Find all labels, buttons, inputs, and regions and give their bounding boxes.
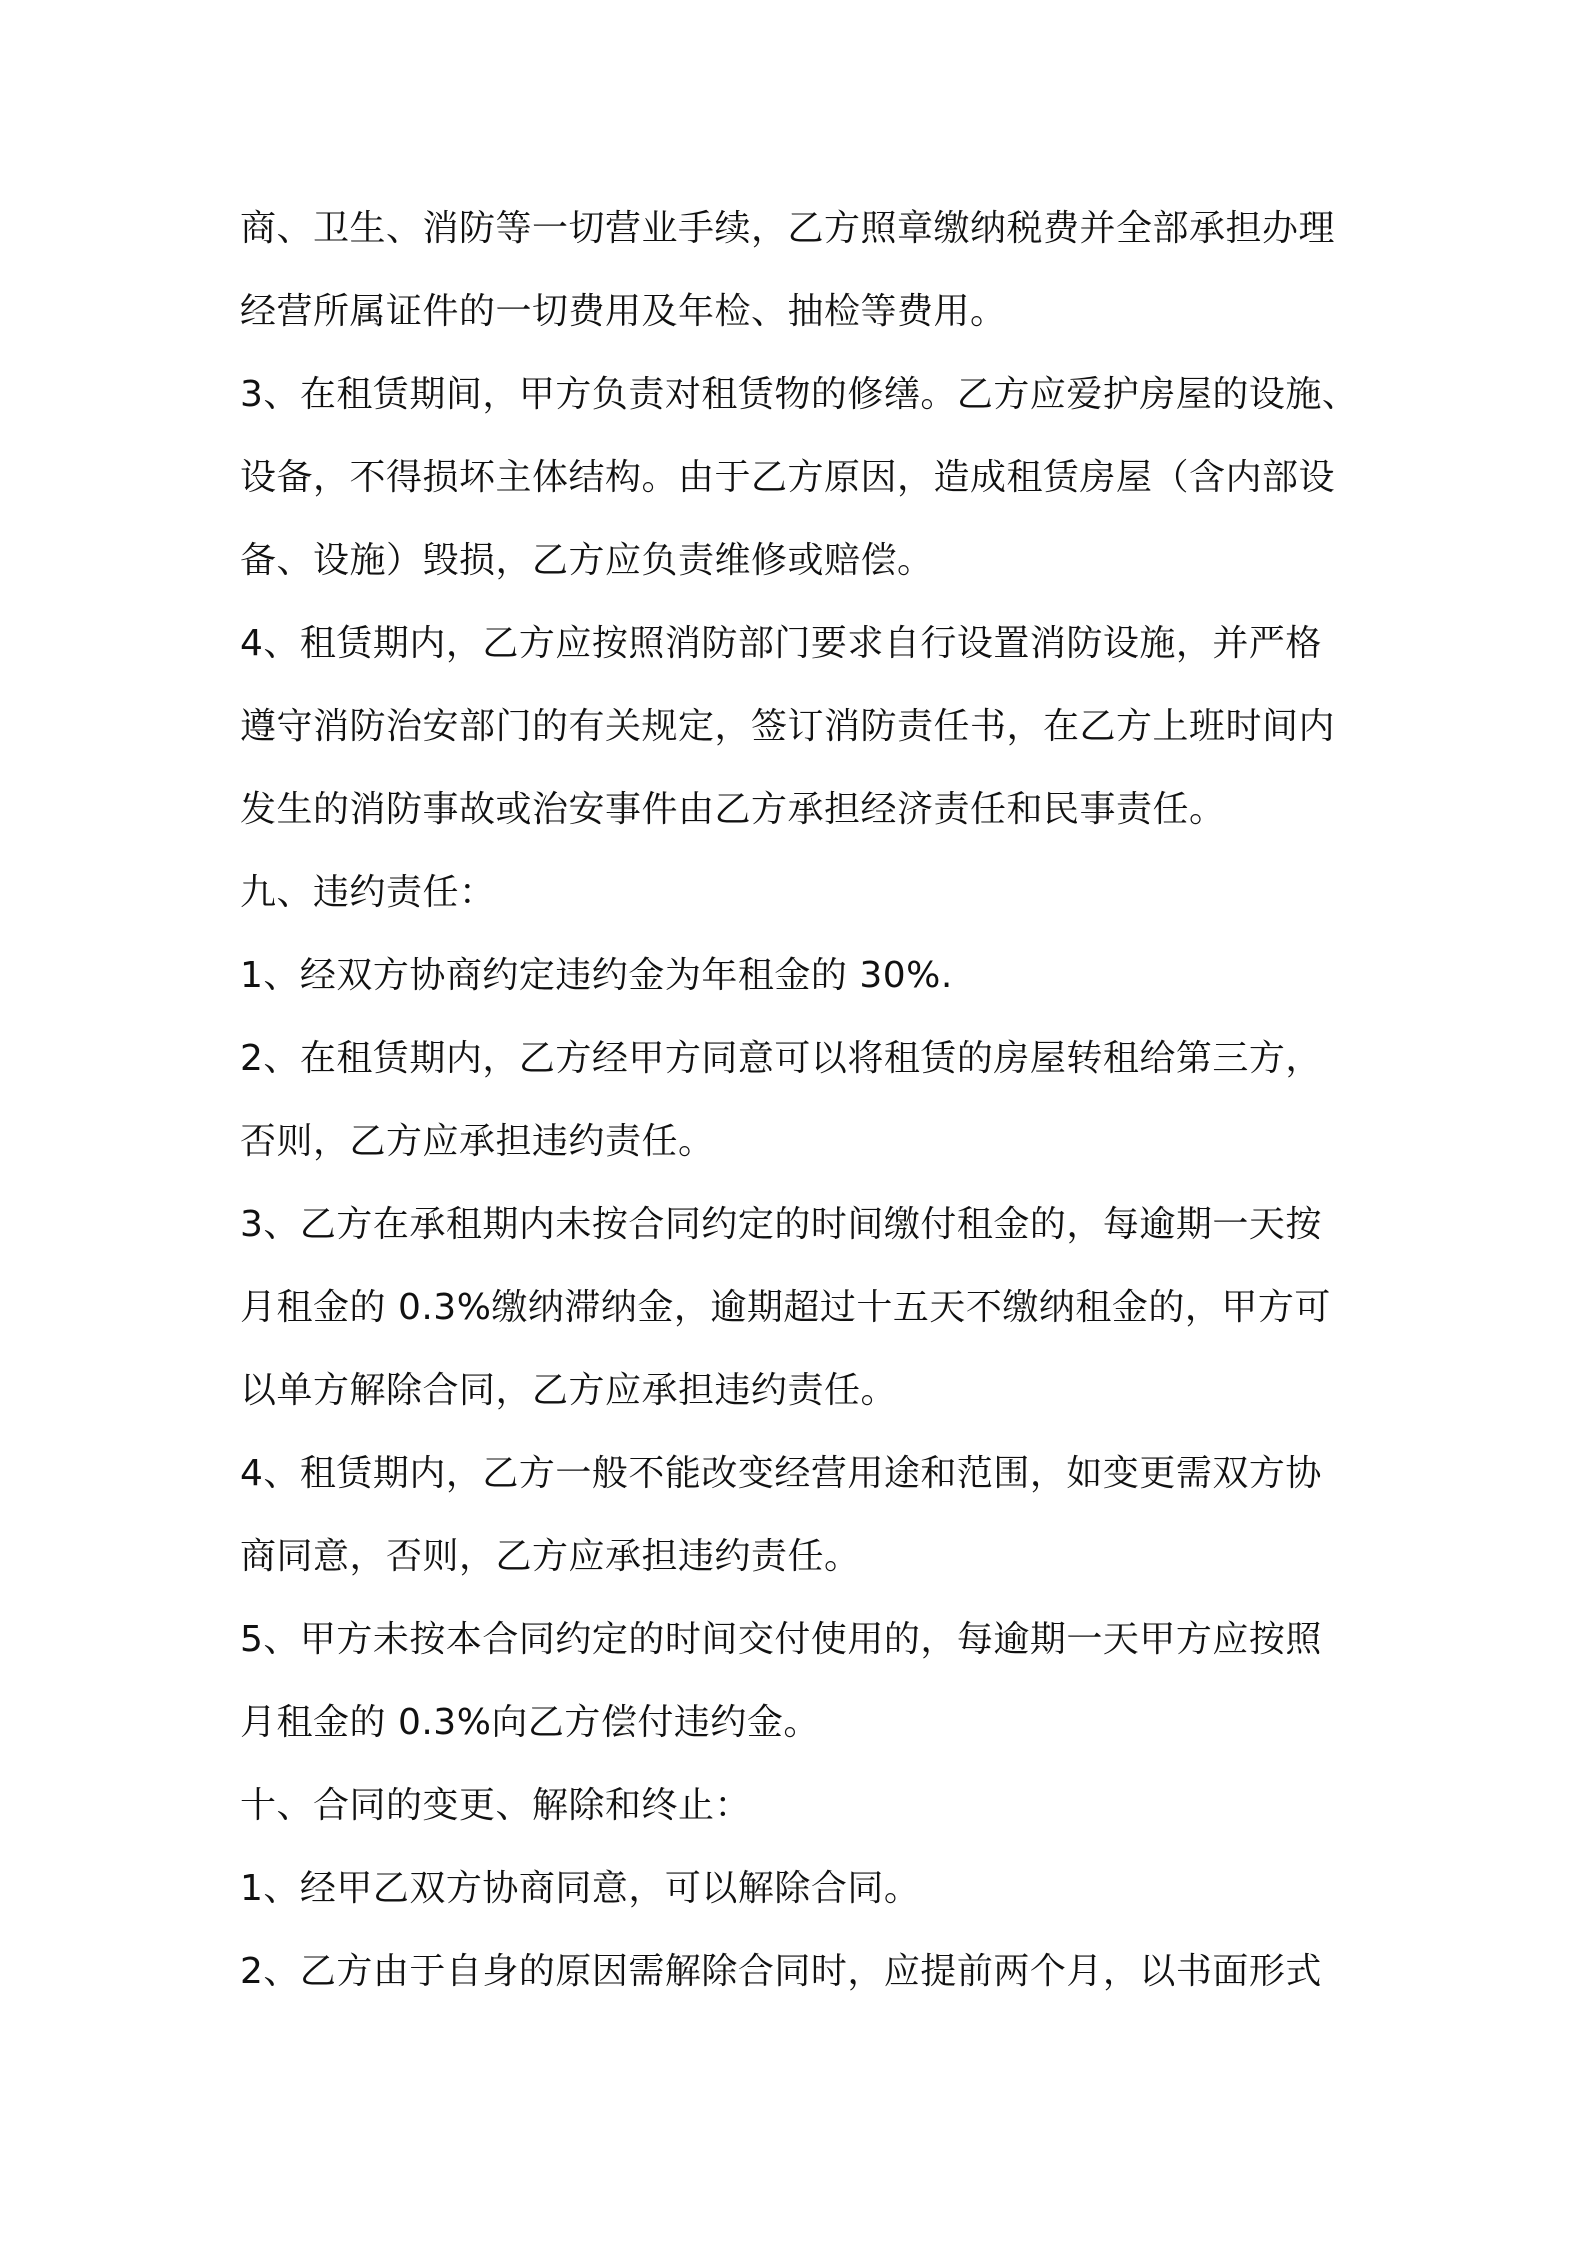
text-line: 以单方解除合同，乙方应承担违约责任。: [240, 1370, 898, 1411]
text-line: 商同意，否则，乙方应承担违约责任。: [240, 1536, 861, 1577]
text-line: 1、经双方协商约定违约金为年租金的 30%.: [240, 955, 953, 996]
text-line: 3、在租赁期间，甲方负责对租赁物的修缮。乙方应爱护房屋的设施、: [240, 374, 1359, 415]
text-line: 商、卫生、消防等一切营业手续，乙方照章缴纳税费并全部承担办理: [240, 208, 1336, 249]
text-line: 3、乙方在承租期内未按合同约定的时间缴付租金的，每逾期一天按: [240, 1204, 1322, 1245]
text-line: 月租金的 0.3%缴纳滞纳金，逾期超过十五天不缴纳租金的，甲方可: [240, 1287, 1331, 1328]
text-line: 备、设施）毁损，乙方应负责维修或赔偿。: [240, 540, 934, 581]
section-heading: 十、合同的变更、解除和终止：: [240, 1785, 752, 1826]
text-line: 经营所属证件的一切费用及年检、抽检等费用。: [240, 291, 1007, 332]
text-line: 4、租赁期内，乙方一般不能改变经营用途和范围，如变更需双方协: [240, 1453, 1322, 1494]
text-line: 否则，乙方应承担违约责任。: [240, 1121, 715, 1162]
text-line: 发生的消防事故或治安事件由乙方承担经济责任和民事责任。: [240, 789, 1226, 830]
text-line: 遵守消防治安部门的有关规定，签订消防责任书，在乙方上班时间内: [240, 706, 1336, 747]
text-line: 2、乙方由于自身的原因需解除合同时，应提前两个月，以书面形式: [240, 1951, 1322, 1992]
text-line: 月租金的 0.3%向乙方偿付违约金。: [240, 1702, 820, 1743]
text-line: 4、租赁期内，乙方应按照消防部门要求自行设置消防设施，并严格: [240, 623, 1322, 664]
text-line: 设备，不得损坏主体结构。由于乙方原因，造成租赁房屋（含内部设: [240, 457, 1336, 498]
text-line: 1、经甲乙双方协商同意，可以解除合同。: [240, 1868, 921, 1909]
section-heading: 九、违约责任：: [240, 872, 496, 913]
text-line: 2、在租赁期内，乙方经甲方同意可以将租赁的房屋转租给第三方，: [240, 1038, 1322, 1079]
text-line: 5、甲方未按本合同约定的时间交付使用的，每逾期一天甲方应按照: [240, 1619, 1322, 1660]
